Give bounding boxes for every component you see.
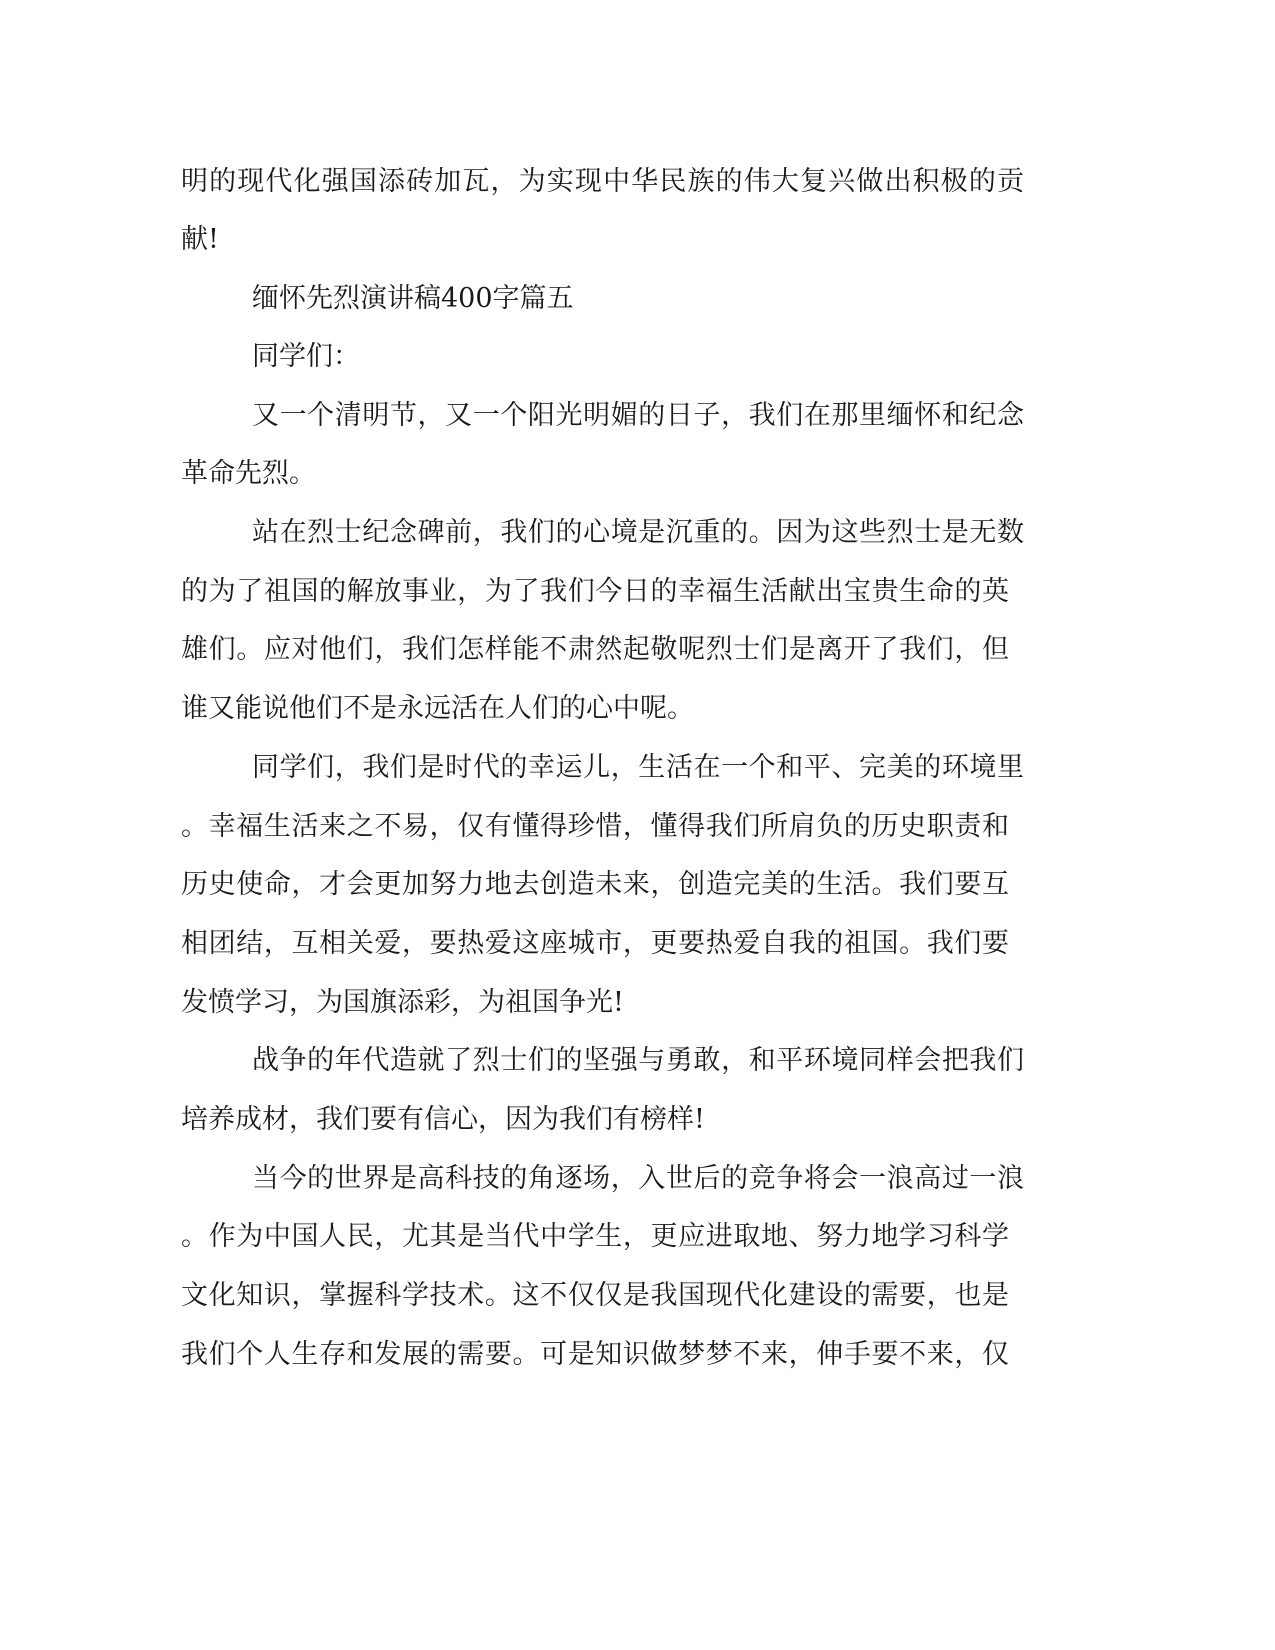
text-line: 明的现代化强国添砖加瓦，为实现中华民族的伟大复兴做出积极的贡 <box>181 166 1024 197</box>
text-line: 当今的世界是高科技的角逐场，入世后的竞争将会一浪高过一浪 <box>252 1163 1024 1194</box>
text-line: 献! <box>181 224 219 255</box>
section-heading: 缅怀先烈演讲稿400字篇五 <box>252 283 574 314</box>
text-line: 我们个人生存和发展的需要。可是知识做梦梦不来，伸手要不来，仅 <box>181 1339 1009 1370</box>
text-line: 站在烈士纪念碑前，我们的心境是沉重的。因为这些烈士是无数 <box>252 517 1024 548</box>
salutation: 同学们： <box>252 341 360 372</box>
text-line: 又一个清明节，又一个阳光明媚的日子，我们在那里缅怀和纪念 <box>252 400 1024 431</box>
text-line: 培养成材，我们要有信心，因为我们有榜样! <box>181 1104 705 1135</box>
text-line: 文化知识，掌握科学技术。这不仅仅是我国现代化建设的需要，也是 <box>181 1280 1009 1311</box>
text-line: 历史使命，才会更加努力地去创造未来，创造完美的生活。我们要互 <box>181 869 1009 900</box>
text-line: 同学们，我们是时代的幸运儿，生活在一个和平、完美的环境里 <box>252 752 1024 783</box>
text-line: 。作为中国人民，尤其是当代中学生，更应进取地、努力地学习科学 <box>181 1221 1009 1252</box>
text-line: 。幸福生活来之不易，仅有懂得珍惜，懂得我们所肩负的历史职责和 <box>181 811 1009 842</box>
text-line: 谁又能说他们不是永远活在人们的心中呢。 <box>181 693 694 724</box>
text-line: 雄们。应对他们，我们怎样能不肃然起敬呢烈士们是离开了我们，但 <box>181 634 1009 665</box>
text-line: 相团结，互相关爱，要热爱这座城市，更要热爱自我的祖国。我们要 <box>181 928 1009 959</box>
text-line: 革命先烈。 <box>181 458 316 489</box>
text-line: 发愤学习，为国旗添彩，为祖国争光! <box>181 987 624 1018</box>
text-line: 的为了祖国的解放事业，为了我们今日的幸福生活献出宝贵生命的英 <box>181 576 1009 607</box>
text-line: 战争的年代造就了烈士们的坚强与勇敢，和平环境同样会把我们 <box>252 1045 1024 1076</box>
